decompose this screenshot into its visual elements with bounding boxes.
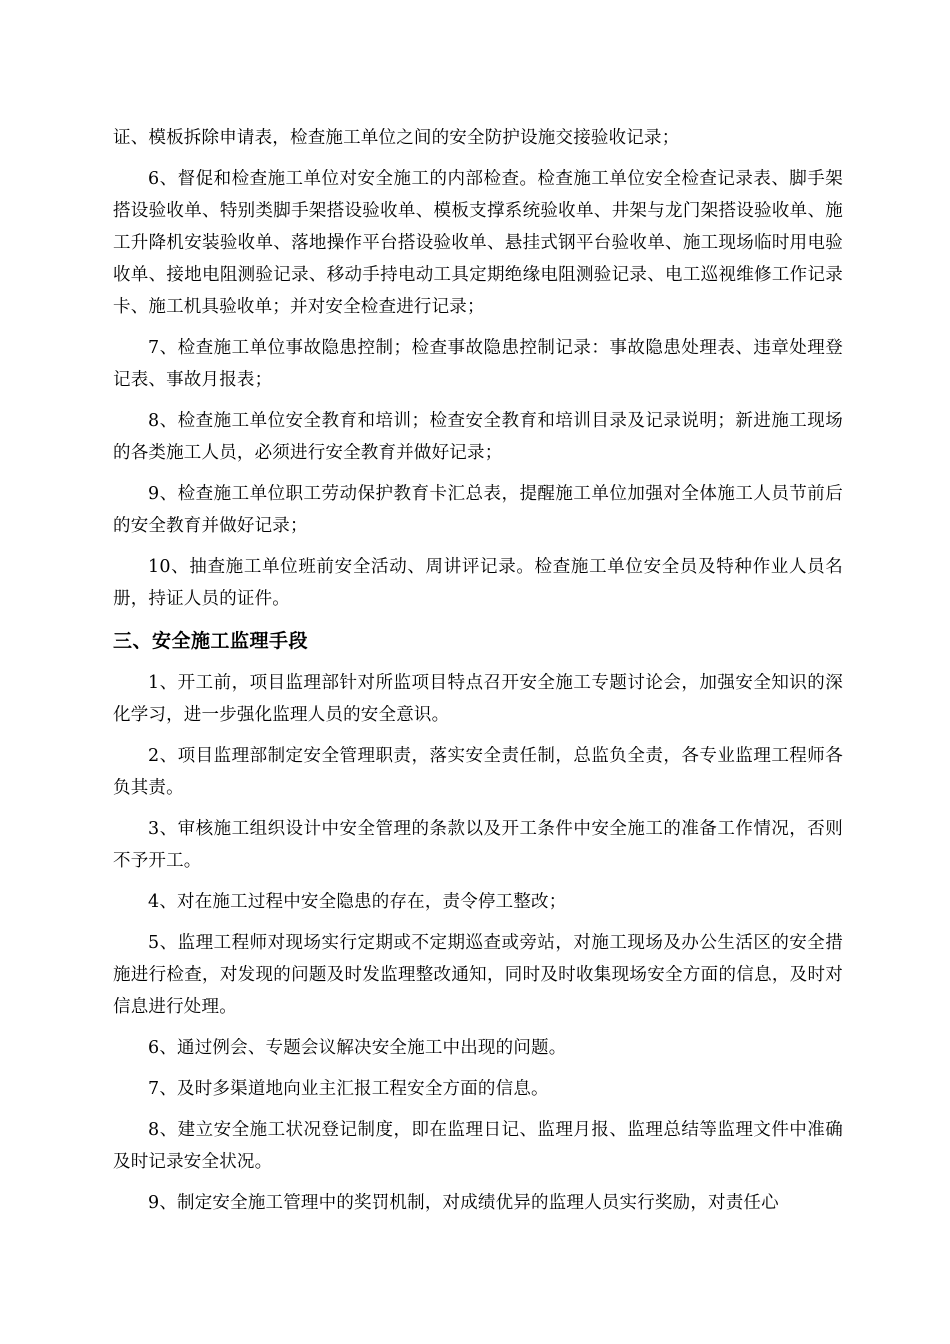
section-paragraph-6: 6、通过例会、专题会议解决安全施工中出现的问题。 (148, 1038, 567, 1058)
section-heading: 三、安全施工监理手段 (113, 630, 309, 652)
section-paragraph-2: 2、项目监理部制定安全管理职责，落实安全责任制，总监负全责，各专业监理工程师各负其责。 (113, 746, 843, 798)
paragraph-item-9: 9、检查施工单位职工劳动保护教育卡汇总表，提醒施工单位加强对全体施工人员节前后的安全教育并做好记录； (113, 484, 843, 536)
document-body (113, 122, 843, 1228)
section-paragraph-9: 9、制定安全施工管理中的奖罚机制，对成绩优异的监理人员实行奖励，对责任心 (148, 1193, 779, 1213)
section-paragraph-3: 3、审核施工组织设计中安全管理的条款以及开工条件中安全施工的准备工作情况，否则不予开工。 (113, 819, 843, 871)
section-paragraph-1: 1、开工前，项目监理部针对所监项目特点召开安全施工专题讨论会，加强安全知识的深化学习，进一步强化监理人员的安全意识。 (113, 673, 843, 725)
section-paragraph-8: 8、建立安全施工状况登记制度，即在监理日记、监理月报、监理总结等监理文件中准确及时记录安全状况。 (113, 1120, 843, 1172)
paragraph-item-8: 8、检查施工单位安全教育和培训；检查安全教育和培训目录及记录说明；新进施工现场的各类施工人员，必须进行安全教育并做好记录； (113, 411, 843, 463)
paragraph-item-10: 10、抽查施工单位班前安全活动、周讲评记录。检查施工单位安全员及特种作业人员名册，持证人员的证件。 (113, 557, 843, 609)
paragraph-item-6: 6、督促和检查施工单位对安全施工的内部检查。检查施工单位安全检查记录表、脚手架搭设验收单、特别类脚手架搭设验收单、模板支撑系统验收单、井架与龙门架搭设验收单、施工升降机安装验收单、落地操作平台搭设验收单、悬挂式钢平台验收单、施工现场临时用电验收单、接地电阻测验记录、移动手持电动工具定期绝缘电阻测验记录、电工巡视维修工作记录卡、施工机具验收单；并对安全检查进行记录； (113, 169, 843, 317)
section-paragraph-4: 4、对在施工过程中安全隐患的存在，责令停工整改； (148, 892, 567, 912)
paragraph-item-7: 7、检查施工单位事故隐患控制；检查事故隐患控制记录：事故隐患处理表、违章处理登记表、事故月报表； (113, 338, 843, 390)
paragraph-continuation: 证、模板拆除申请表，检查施工单位之间的安全防护设施交接验收记录； (113, 128, 680, 148)
section-paragraph-5: 5、监理工程师对现场实行定期或不定期巡查或旁站，对施工现场及办公生活区的安全措施进行检查，对发现的问题及时发监理整改通知，同时及时收集现场安全方面的信息，及时对信息进行处理。 (113, 933, 843, 1017)
section-paragraph-7: 7、及时多渠道地向业主汇报工程安全方面的信息。 (148, 1079, 549, 1099)
